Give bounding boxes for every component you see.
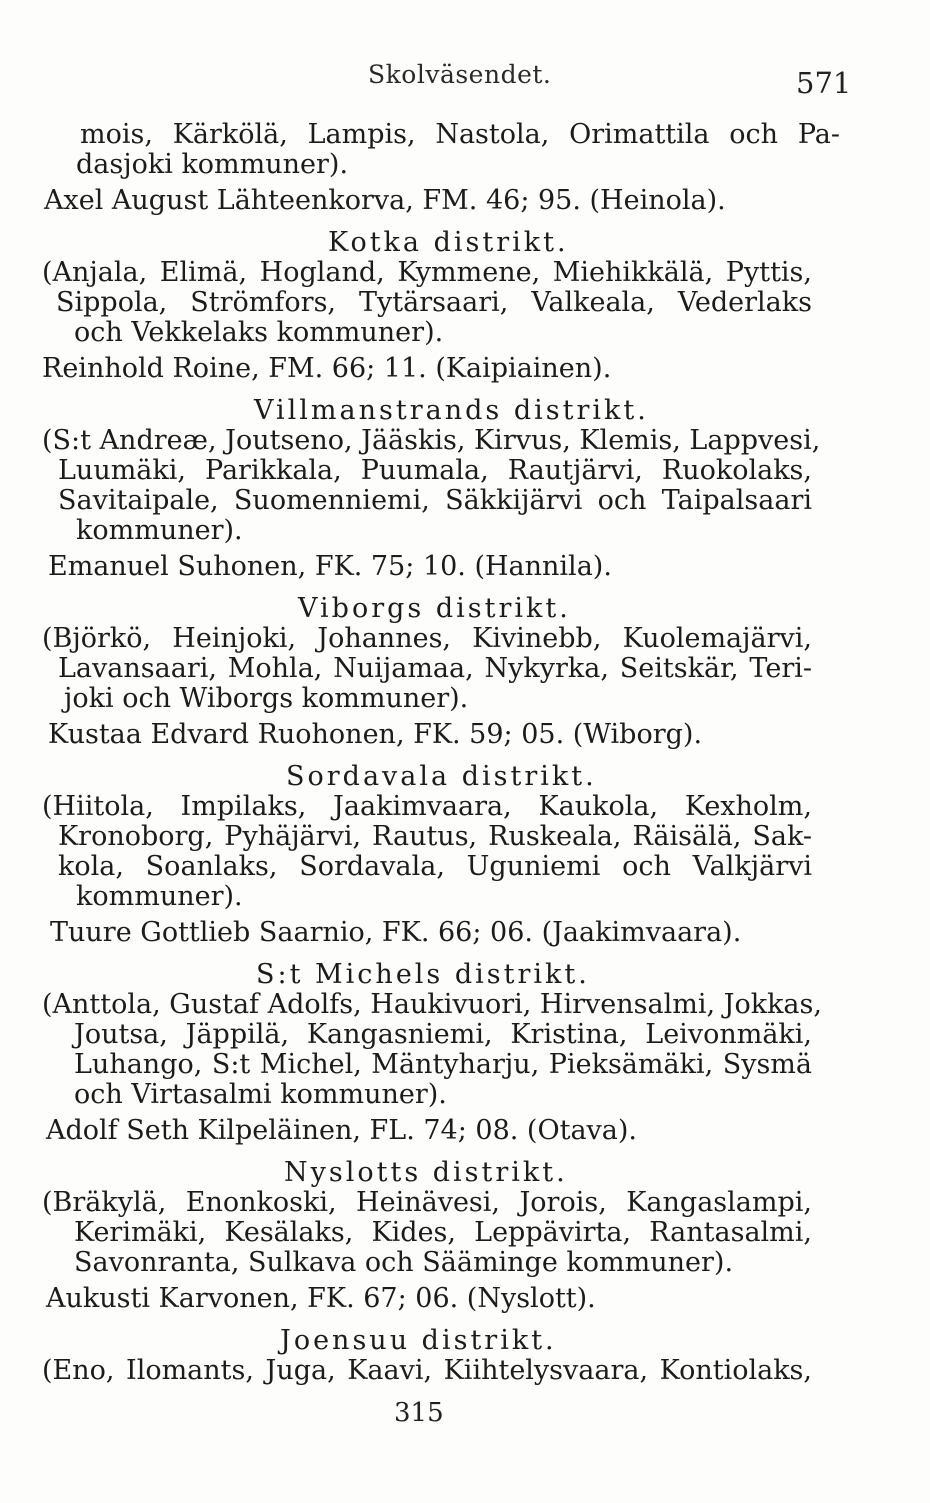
- person-entry: Aukusti Karvonen, FK. 67; 06. (Nyslott).: [46, 1283, 596, 1314]
- person-entry: Axel August Lähteenkorva, FM. 46; 95. (Heinola).: [44, 185, 726, 216]
- district-line: (Hiitola, Impilaks, Jaakimvaara, Kaukola, Kexholm,: [42, 791, 812, 822]
- district-line: och Vekkelaks kommuner).: [74, 317, 444, 348]
- person-entry: Reinhold Roine, FM. 66; 11. (Kaipiainen).: [42, 353, 612, 384]
- district-line: kommuner).: [76, 515, 243, 546]
- district-heading: S:t Michels distrikt.: [256, 959, 590, 990]
- page-body: [42, 120, 842, 1386]
- district-line: och Virtasalmi kommuner).: [74, 1079, 447, 1110]
- district-heading: Villmanstrands distrikt.: [254, 395, 649, 426]
- district-line: (Anttola, Gustaf Adolfs, Haukivuori, Hirvensalmi, Jokkas,: [42, 989, 822, 1020]
- district-line: kommuner).: [76, 881, 243, 912]
- district-heading: Kotka distrikt.: [328, 227, 569, 258]
- intro-line: dasjoki kommuner).: [76, 149, 349, 180]
- person-entry: Kustaa Edvard Ruohonen, FK. 59; 05. (Wiborg).: [48, 719, 703, 750]
- district-heading: Nyslotts distrikt.: [284, 1157, 568, 1188]
- district-line: Kerimäki, Kesälaks, Kides, Leppävirta, Rantasalmi,: [74, 1217, 812, 1248]
- district-heading: Viborgs distrikt.: [298, 593, 571, 624]
- district-line: (Björkö, Heinjoki, Johannes, Kivinebb, Kuolemajärvi,: [42, 623, 812, 654]
- district-line: Kronoborg, Pyhäjärvi, Rautus, Ruskeala, Räisälä, Sak-: [58, 821, 812, 852]
- district-line: (S:t Andreæ, Joutseno, Jääskis, Kirvus, Klemis, Lappvesi,: [42, 425, 821, 456]
- district-line: Sippola, Strömfors, Tytärsaari, Valkeala, Vederlaks: [56, 287, 812, 318]
- district-line: kola, Soanlaks, Sordavala, Uguniemi och Valkjärvi: [58, 851, 812, 882]
- person-entry: Tuure Gottlieb Saarnio, FK. 66; 06. (Jaakimvaara).: [50, 917, 742, 948]
- district-line: joki och Wiborgs kommuner).: [64, 683, 469, 714]
- district-line: (Eno, Ilomants, Juga, Kaavi, Kiihtelysvaara, Kontiolaks,: [42, 1355, 812, 1386]
- person-entry: Adolf Seth Kilpeläinen, FL. 74; 08. (Otava).: [46, 1115, 638, 1146]
- district-line: (Bräkylä, Enonkoski, Heinävesi, Jorois, Kangaslampi,: [42, 1187, 812, 1218]
- district-heading: Sordavala distrikt.: [286, 761, 597, 792]
- running-title: Skolväsendet.: [368, 60, 552, 89]
- district-line: Luumäki, Parikkala, Puumala, Rautjärvi, Ruokolaks,: [58, 455, 812, 486]
- district-line: Luhango, S:t Michel, Mäntyharju, Pieksämäki, Sysmä: [74, 1049, 812, 1080]
- district-line: Savonranta, Sulkava och Sääminge kommuner).: [74, 1247, 734, 1278]
- intro-line: mois, Kärkölä, Lampis, Nastola, Orimattila och Pa-: [80, 119, 840, 150]
- district-line: Savitaipale, Suomenniemi, Säkkijärvi och Taipalsaari: [58, 485, 812, 516]
- signature-number: 315: [394, 1398, 444, 1428]
- district-line: Joutsa, Jäppilä, Kangasniemi, Kristina, Leivonmäki,: [74, 1019, 812, 1050]
- district-line: Lavansaari, Mohla, Nuijamaa, Nykyrka, Seitskär, Teri-: [58, 653, 812, 684]
- district-heading: Joensuu distrikt.: [280, 1325, 557, 1356]
- district-line: (Anjala, Elimä, Hogland, Kymmene, Miehikkälä, Pyttis,: [42, 257, 812, 288]
- person-entry: Emanuel Suhonen, FK. 75; 10. (Hannila).: [48, 551, 612, 582]
- page-number: 571: [796, 66, 852, 100]
